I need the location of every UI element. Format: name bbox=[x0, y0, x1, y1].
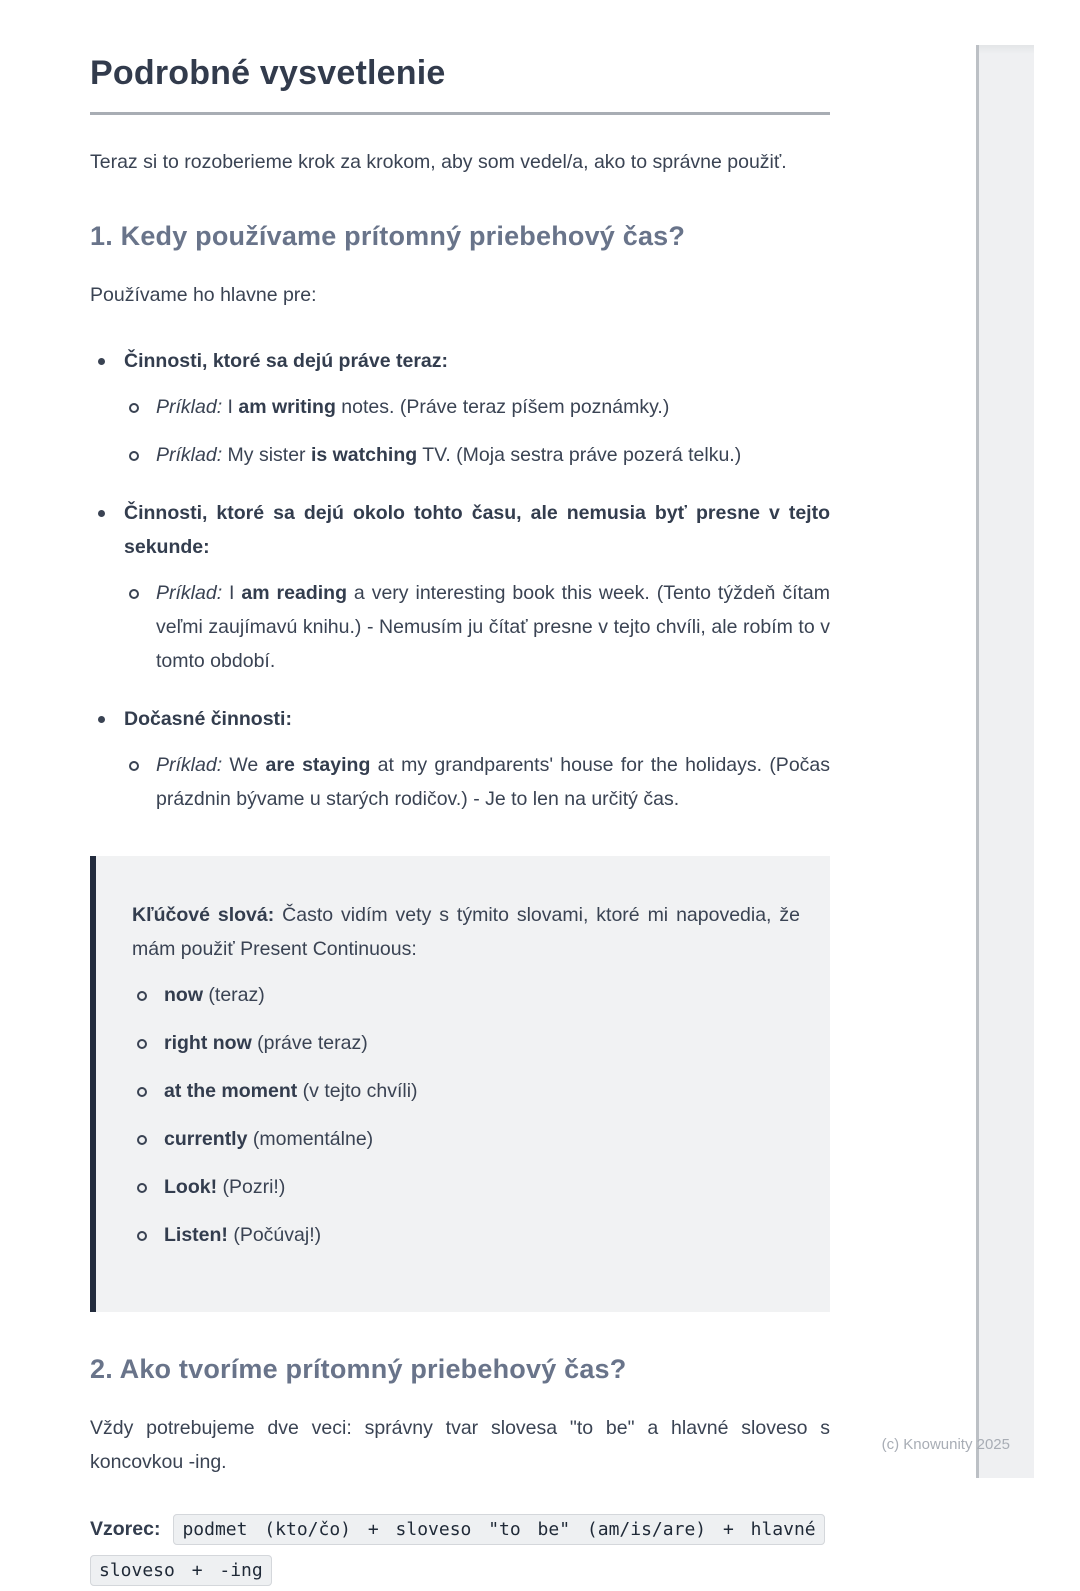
usage-item-title: Činnosti, ktoré sa dejú okolo tohto času, ale nemusia byť presne v tejto sekunde: bbox=[124, 501, 830, 558]
usage-item-title: Činnosti, ktoré sa dejú práve teraz: bbox=[124, 349, 449, 372]
usage-list-item bbox=[90, 344, 830, 472]
example-item bbox=[124, 438, 830, 472]
keyword-text: currently (momentálne) bbox=[164, 1127, 374, 1150]
usage-list-item bbox=[90, 702, 830, 816]
example-item bbox=[124, 748, 830, 816]
keywords-callout bbox=[90, 856, 830, 1312]
formula-code: podmet (kto/čo) + sloveso "to be" (am/is/are) + hlavné sloveso + -ing bbox=[90, 1514, 825, 1586]
copyright-notice: (c) Knowunity 2025 bbox=[881, 1436, 1010, 1453]
keyword-text: at the moment (v tejto chvíli) bbox=[164, 1079, 418, 1102]
formula-line bbox=[90, 1509, 830, 1591]
page-title: Podrobné vysvetlenie bbox=[90, 54, 446, 92]
example-list bbox=[124, 390, 830, 472]
document-page bbox=[90, 0, 830, 1591]
example-list bbox=[124, 748, 830, 816]
title-divider bbox=[90, 112, 830, 115]
keyword-text: Look! (Pozri!) bbox=[164, 1175, 286, 1198]
keyword-text: now (teraz) bbox=[164, 983, 265, 1006]
example-text: Príklad: My sister is watching TV. (Moja sestra práve pozerá telku.) bbox=[156, 443, 742, 466]
keywords-list bbox=[132, 978, 800, 1252]
usage-list bbox=[90, 344, 830, 816]
section-2-heading: 2. Ako tvoríme prítomný priebehový čas? bbox=[90, 1353, 627, 1384]
usage-item-title: Dočasné činnosti: bbox=[124, 707, 292, 730]
keyword-text: right now (práve teraz) bbox=[164, 1031, 368, 1054]
example-item bbox=[124, 390, 830, 424]
formula-label: Vzorec: bbox=[90, 1517, 161, 1540]
example-text: Príklad: I am writing notes. (Práve teraz píšem poznámky.) bbox=[156, 395, 670, 418]
example-text: Príklad: We are staying at my grandparents' house for the holidays. (Počas prázdnin bývame u starých rodičov.) - Je to len na určitý čas. bbox=[156, 753, 831, 810]
example-item bbox=[124, 576, 830, 678]
keyword-item bbox=[132, 978, 800, 1012]
section-1-heading: 1. Kedy používame prítomný priebehový čas? bbox=[90, 220, 686, 251]
keyword-item bbox=[132, 1026, 800, 1060]
viewer-gutter bbox=[976, 45, 1034, 1478]
section-2-lead: Vždy potrebujeme dve veci: správny tvar slovesa "to be" a hlavné sloveso s koncovkou -ing. bbox=[90, 1416, 830, 1473]
example-text: Príklad: I am reading a very interesting book this week. (Tento týždeň čítam veľmi zaujímavú knihu.) - Nemusím ju čítať presne v tejto chvíli, ale robím to v tomto období. bbox=[156, 581, 830, 672]
usage-list-item bbox=[90, 496, 830, 678]
keyword-text: Listen! (Počúvaj!) bbox=[164, 1223, 322, 1246]
section-1-lead: Používame ho hlavne pre: bbox=[90, 283, 317, 306]
intro-paragraph: Teraz si to rozoberieme krok za krokom, aby som vedel/a, ako to správne použiť. bbox=[90, 150, 787, 173]
keyword-item bbox=[132, 1074, 800, 1108]
callout-intro: Kľúčové slová: Často vidím vety s týmito slovami, ktoré mi napovedia, že mám použiť Present Continuous: bbox=[132, 903, 800, 960]
keyword-item bbox=[132, 1122, 800, 1156]
keyword-item bbox=[132, 1170, 800, 1204]
example-list bbox=[124, 576, 830, 678]
keyword-item bbox=[132, 1218, 800, 1252]
